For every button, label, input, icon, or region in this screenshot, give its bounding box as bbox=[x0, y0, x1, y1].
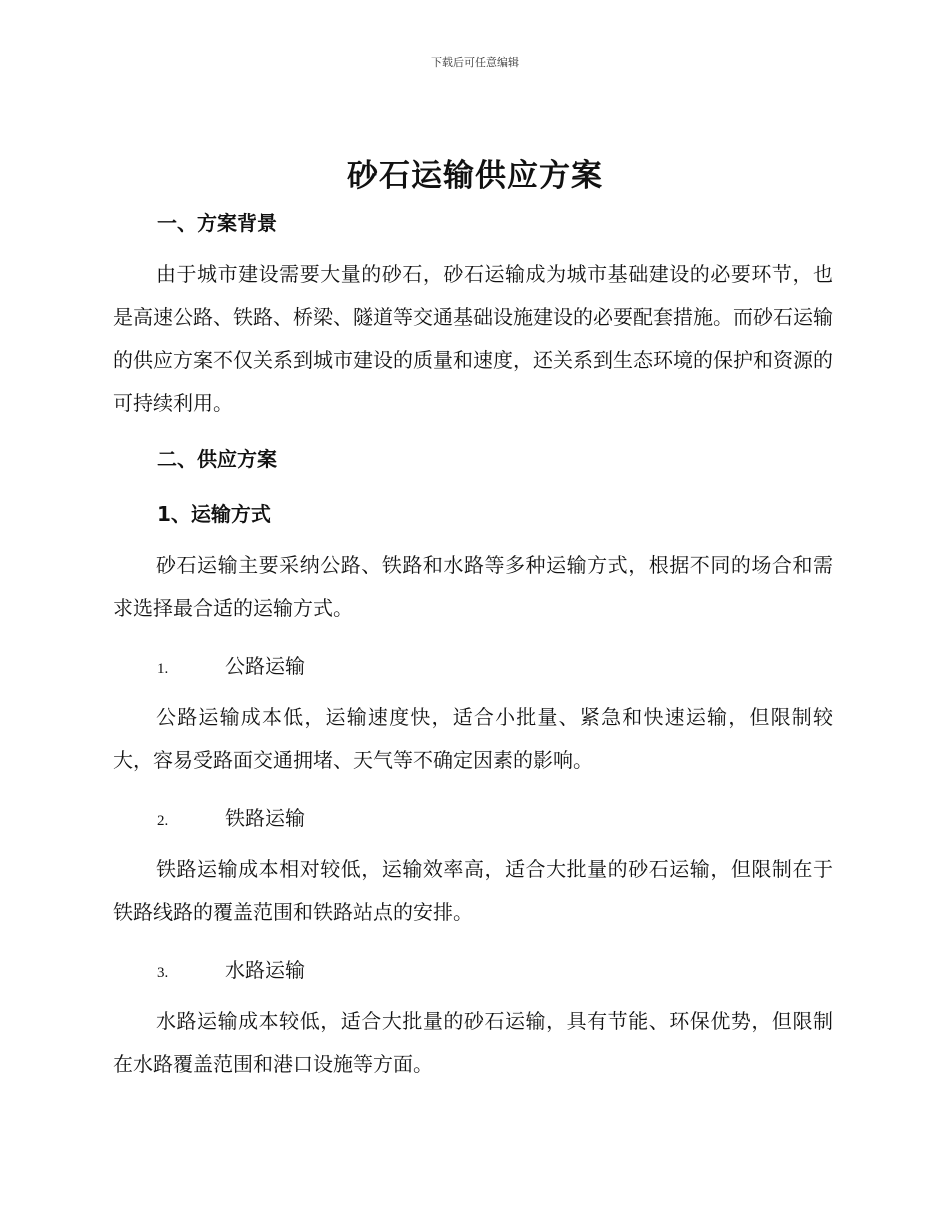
paragraph-background: 由于城市建设需要大量的砂石，砂石运输成为城市基础建设的必要环节，也是高速公路、铁路、桥梁、隧道等交通基础设施建设的必要配套措施。而砂石运输的供应方案不仅关系到城市建设的质量和速度，还关系到生态环境的保护和资源的可持续利用。 bbox=[113, 262, 833, 415]
document-title: 砂石运输供应方案 bbox=[347, 158, 603, 194]
list-number: 2. bbox=[157, 813, 169, 829]
subsection-heading-transport-mode: 1、运输方式 bbox=[157, 502, 271, 526]
page-header-note: 下载后可任意编辑 bbox=[431, 56, 519, 69]
paragraph-road-transport: 公路运输成本低，运输速度快，适合小批量、紧急和快速运输，但限制较大，容易受路面交通拥堵、天气等不确定因素的影响。 bbox=[113, 705, 833, 772]
paragraph-water-transport: 水路运输成本较低，适合大批量的砂石运输，具有节能、环保优势，但限制在水路覆盖范围和港口设施等方面。 bbox=[113, 1009, 833, 1076]
list-number: 1. bbox=[157, 661, 169, 677]
list-label: 铁路运输 bbox=[225, 806, 305, 830]
list-item-water bbox=[157, 954, 877, 983]
paragraph-rail-transport: 铁路运输成本相对较低，运输效率高，适合大批量的砂石运输，但限制在于铁路线路的覆盖范围和铁路站点的安排。 bbox=[113, 857, 833, 924]
list-label: 公路运输 bbox=[225, 654, 305, 678]
list-number: 3. bbox=[157, 965, 169, 981]
section-heading-supply-plan: 二、供应方案 bbox=[157, 447, 277, 471]
paragraph-transport-mode: 砂石运输主要采纳公路、铁路和水路等多种运输方式，根据不同的场合和需求选择最合适的运输方式。 bbox=[113, 553, 833, 620]
list-item-rail bbox=[157, 802, 877, 831]
list-item-road bbox=[157, 650, 877, 679]
section-heading-background: 一、方案背景 bbox=[157, 211, 277, 235]
list-label: 水路运输 bbox=[225, 958, 305, 982]
